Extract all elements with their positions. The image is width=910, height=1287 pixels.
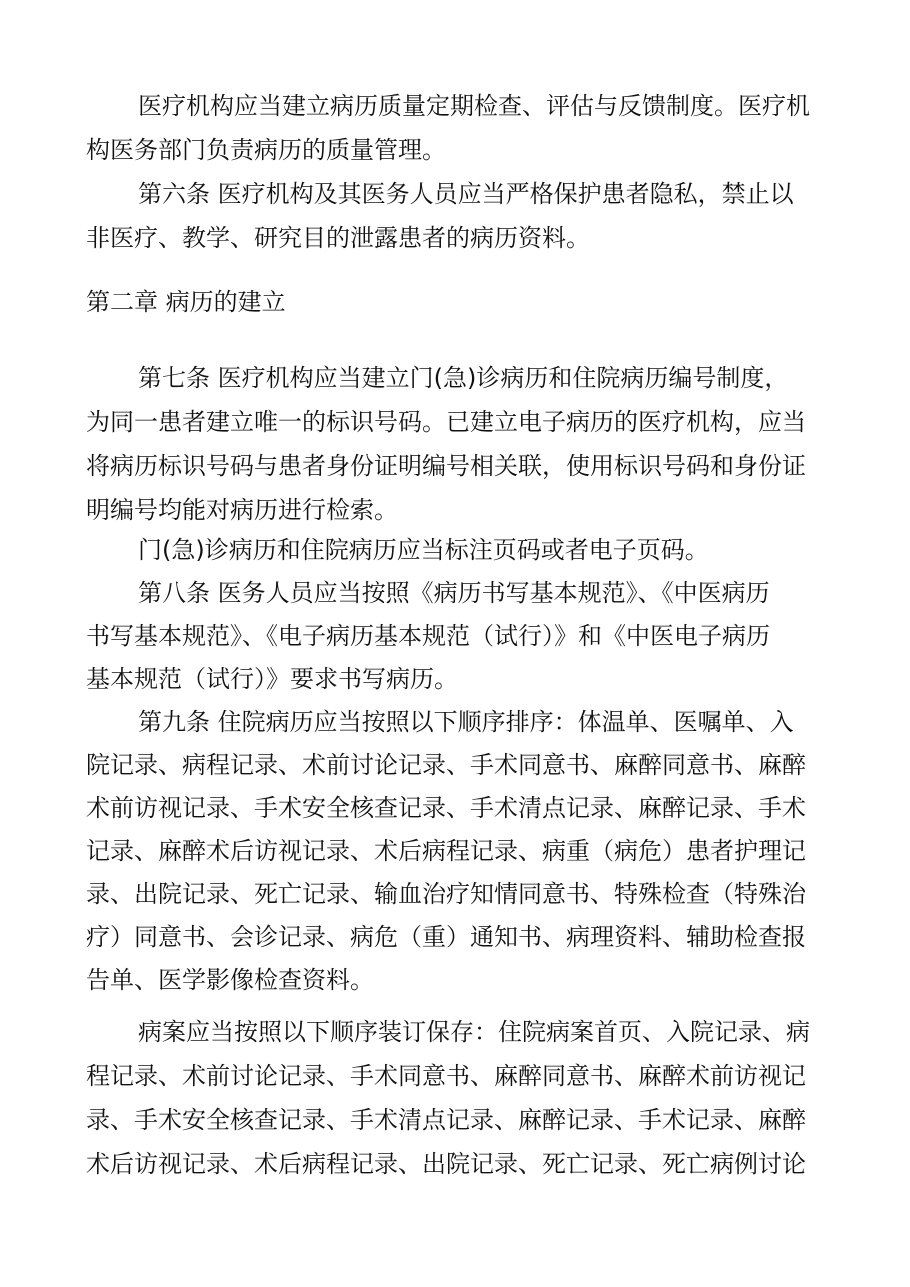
binding-line-2: 程记录、术前讨论记录、手术同意书、麻醉同意书、麻醉术前访视记	[86, 1062, 806, 1090]
article-7-line-2: 为同一患者建立唯一的标识号码。已建立电子病历的医疗机构，应当	[86, 408, 806, 436]
article-6-line-2: 非医疗、教学、研究目的泄露患者的病历资料。	[86, 224, 590, 252]
article-7-line-3: 将病历标识号码与患者身份证明编号相关联，使用标识号码和身份证	[86, 452, 806, 480]
binding-line-1: 病案应当按照以下顺序装订保存：住院病案首页、入院记录、病	[138, 1018, 810, 1046]
article-9-line-5: 录、出院记录、死亡记录、输血治疗知情同意书、特殊检查（特殊治	[86, 880, 806, 908]
text-line-1: 医疗机构应当建立病历质量定期检查、评估与反馈制度。医疗机	[138, 92, 810, 120]
article-9-line-7: 告单、医学影像检查资料。	[86, 966, 374, 994]
article-8-line-3: 基本规范（试行）》要求书写病历。	[86, 665, 458, 693]
article-9-line-4: 记录、麻醉术后访视记录、术后病程记录、病重（病危）患者护理记	[86, 837, 806, 865]
text-line-2: 构医务部门负责病历的质量管理。	[86, 136, 446, 164]
article-7-line-4: 明编号均能对病历进行检索。	[86, 496, 398, 524]
binding-line-3: 录、手术安全核查记录、手术清点记录、麻醉记录、手术记录、麻醉	[86, 1106, 806, 1134]
article-9-line-1: 第九条 住院病历应当按照以下顺序排序：体温单、医嘱单、入	[138, 708, 794, 736]
article-6-line-1: 第六条 医疗机构及其医务人员应当严格保护患者隐私，禁止以	[138, 180, 794, 208]
article-7-line-5: 门(急)诊病历和住院病历应当标注页码或者电子页码。	[138, 536, 709, 564]
article-8-line-2: 书写基本规范》、《电子病历基本规范（试行）》和《中医电子病历	[86, 622, 770, 650]
article-9-line-2: 院记录、病程记录、术前讨论记录、手术同意书、麻醉同意书、麻醉	[86, 751, 806, 779]
article-7-line-1: 第七条 医疗机构应当建立门(急)诊病历和住院病历编号制度，	[138, 364, 789, 392]
binding-line-4: 术后访视记录、术后病程记录、出院记录、死亡记录、死亡病例讨论	[86, 1150, 806, 1178]
chapter-heading: 第二章 病历的建立	[86, 288, 286, 316]
article-9-line-6: 疗）同意书、会诊记录、病危（重）通知书、病理资料、辅助检查报	[86, 923, 806, 951]
article-8-line-1: 第八条 医务人员应当按照《病历书写基本规范》、《中医病历	[138, 579, 770, 607]
article-9-line-3: 术前访视记录、手术安全核查记录、手术清点记录、麻醉记录、手术	[86, 794, 806, 822]
